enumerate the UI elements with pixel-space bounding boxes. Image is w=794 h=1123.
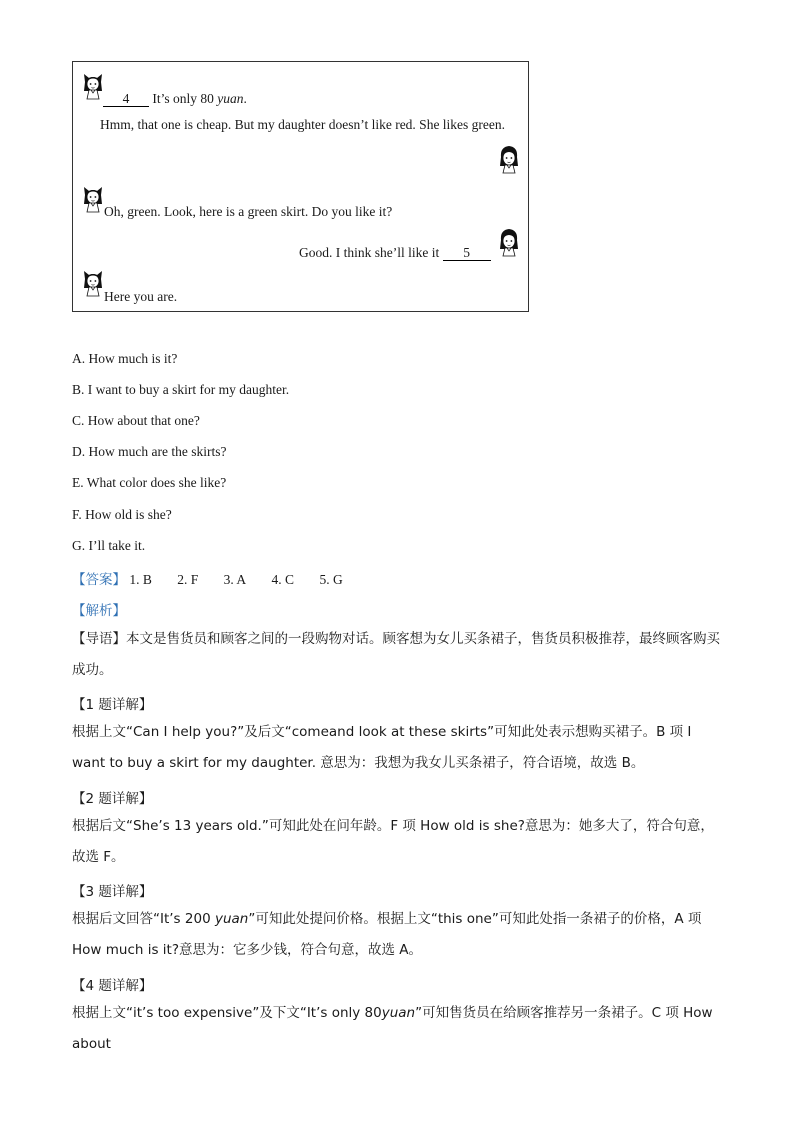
q1-paragraph: 根据上文“Can I help you?”及后文“comeand look at these skirts”可知此处表示想购买裙子。B 项 I want to buy a skirt for my daughter. 意思为：我想为我女儿买条裙子，符合语境，故选 B。 bbox=[72, 724, 692, 771]
shop-assistant-icon bbox=[82, 70, 104, 100]
option-d: D. How much are the skirts? bbox=[72, 444, 227, 459]
option-b: B. I want to buy a skirt for my daughter. bbox=[72, 382, 290, 397]
q4-text-b: ”可知售货员在给顾客推荐另一条裙子。C 项 How about bbox=[72, 1005, 713, 1052]
q3-paragraph bbox=[72, 904, 722, 966]
q4-paragraph bbox=[72, 998, 722, 1060]
option-c: C. How about that one? bbox=[72, 413, 200, 428]
q2-paragraph: 根据后文“She’s 13 years old.”可知此处在问年龄。F 项 How old is she?意思为：她多大了，符合句意，故选 F。 bbox=[72, 818, 714, 865]
analysis-label: 【解析】 bbox=[72, 603, 126, 619]
guide-paragraph bbox=[72, 624, 722, 686]
blank-4: 4 bbox=[103, 92, 149, 107]
shop-assistant-icon bbox=[82, 183, 104, 213]
q3-text-b: ”可知此处提问价格。根据上文“this one”可知此处指一条裙子的价格，A 项 How much is it?意思为：它多少钱，符合句意，故选 A。 bbox=[72, 911, 702, 958]
option-a: A. How much is it? bbox=[72, 351, 178, 366]
q2-heading: 【2 题详解】 bbox=[72, 791, 153, 807]
dialogue-line-4 bbox=[299, 245, 491, 261]
q4-text-a: 根据上文“it’s too expensive”及下文“It’s only 80 bbox=[72, 1005, 382, 1021]
customer-icon bbox=[498, 227, 520, 257]
shop-assistant-icon bbox=[82, 267, 104, 297]
customer-icon bbox=[498, 144, 520, 174]
q4-heading: 【4 题详解】 bbox=[72, 978, 153, 994]
option-f: F. How old is she? bbox=[72, 507, 172, 522]
option-e: E. What color does she like? bbox=[72, 475, 227, 490]
answer-3: 3. A bbox=[223, 572, 247, 587]
q3-unit-yuan: yuan bbox=[214, 911, 249, 927]
dialogue-line-1 bbox=[103, 91, 247, 107]
answer-1: 1. B bbox=[129, 572, 152, 587]
dialogue-box bbox=[72, 61, 529, 312]
q4-unit-yuan: yuan bbox=[381, 1005, 416, 1021]
option-g: G. I’ll take it. bbox=[72, 538, 146, 553]
dialogue-line-1-text: It’s only 80 bbox=[152, 91, 214, 106]
q1-heading: 【1 题详解】 bbox=[72, 697, 153, 713]
dialogue-line-1-end: . bbox=[243, 91, 247, 106]
q3-heading: 【3 题详解】 bbox=[72, 884, 153, 900]
answer-4: 4. C bbox=[271, 572, 295, 587]
answer-row bbox=[72, 568, 365, 588]
unit-yuan: yuan bbox=[217, 91, 244, 106]
dialogue-line-3: Oh, green. Look, here is a green skirt. Do you like it? bbox=[104, 204, 393, 219]
answer-2: 2. F bbox=[177, 572, 199, 587]
answer-5: 5. G bbox=[319, 572, 343, 587]
guide-label: 【导语】 bbox=[72, 631, 126, 647]
answer-label: 【答案】 bbox=[72, 572, 126, 588]
dialogue-line-2: Hmm, that one is cheap. But my daughter doesn’t like red. She likes green. bbox=[100, 117, 506, 132]
q3-text-a: 根据后文回答“It’s 200 bbox=[72, 911, 215, 927]
blank-5: 5 bbox=[443, 246, 491, 261]
dialogue-line-4-text: Good. I think she’ll like it bbox=[299, 245, 440, 260]
guide-text: 本文是售货员和顾客之间的一段购物对话。顾客想为女儿买条裙子，售货员积极推荐，最终顾客购买成功。 bbox=[72, 631, 720, 678]
dialogue-line-5: Here you are. bbox=[104, 289, 178, 304]
